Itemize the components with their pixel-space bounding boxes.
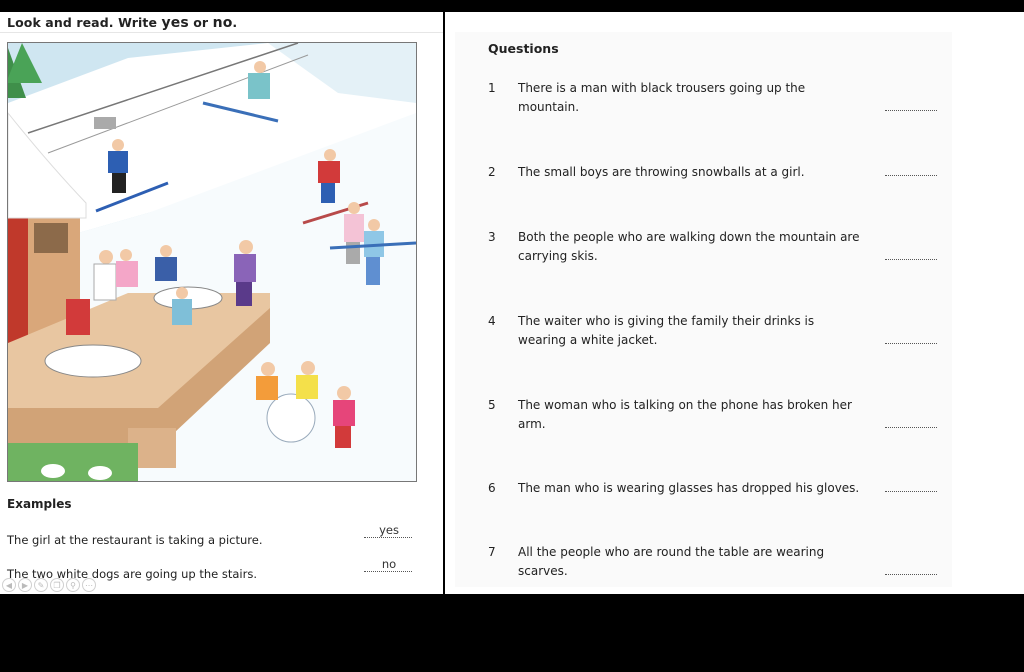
question-text: The woman who is talking on the phone has broken her arm. bbox=[518, 398, 852, 431]
chalet-window bbox=[34, 223, 68, 253]
more-icon[interactable]: ⋯ bbox=[82, 578, 96, 592]
ski-resort-illustration bbox=[7, 42, 417, 482]
zoom-icon[interactable]: ⚲ bbox=[66, 578, 80, 592]
snowball bbox=[267, 394, 315, 442]
instructions-end: . bbox=[232, 15, 238, 30]
question-number: 2 bbox=[488, 165, 496, 179]
answer-field[interactable] bbox=[885, 427, 937, 428]
lift-pulley bbox=[94, 117, 116, 129]
answer-line bbox=[364, 571, 412, 572]
grass bbox=[8, 443, 138, 481]
left-page bbox=[0, 12, 443, 594]
examples-title: Examples bbox=[7, 497, 72, 511]
question-number: 5 bbox=[488, 398, 496, 412]
answer-field[interactable] bbox=[885, 343, 937, 344]
viewer-toolbar bbox=[2, 578, 96, 592]
example-text: The two white dogs are going up the stairs. bbox=[7, 567, 257, 581]
question-text: There is a man with black trousers going up the mountain. bbox=[518, 81, 806, 114]
instructions bbox=[7, 15, 237, 31]
chalet-door bbox=[8, 218, 28, 343]
pen-icon[interactable]: ✎ bbox=[34, 578, 48, 592]
question-text: Both the people who are walking down the mountain are carrying skis. bbox=[518, 230, 860, 263]
question-text: The man who is wearing glasses has dropped his gloves. bbox=[518, 481, 860, 495]
answer-field[interactable] bbox=[885, 259, 937, 260]
question-number: 1 bbox=[488, 81, 496, 95]
divider bbox=[0, 32, 443, 33]
instructions-or: or bbox=[188, 15, 213, 30]
question-number: 7 bbox=[488, 545, 496, 559]
example-answer: no bbox=[381, 557, 397, 571]
questions-title: Questions bbox=[488, 41, 559, 56]
question-text: All the people who are round the table are wearing scarves. bbox=[518, 545, 825, 578]
answer-field[interactable] bbox=[885, 175, 937, 176]
table-front bbox=[45, 345, 141, 377]
copy-icon[interactable]: ❐ bbox=[50, 578, 64, 592]
question-number: 4 bbox=[488, 314, 496, 328]
play-icon[interactable]: ▶ bbox=[18, 578, 32, 592]
answer-field[interactable] bbox=[885, 574, 937, 575]
question-number: 3 bbox=[488, 230, 496, 244]
answer-field[interactable] bbox=[885, 491, 937, 492]
scene-svg bbox=[8, 43, 416, 481]
example-text: The girl at the restaurant is taking a picture. bbox=[7, 533, 263, 547]
question-text: The waiter who is giving the family their drinks is wearing a white jacket. bbox=[518, 314, 815, 347]
answer-line bbox=[364, 537, 412, 538]
instructions-text: Look and read. Write bbox=[7, 15, 162, 30]
dog-2 bbox=[88, 466, 112, 480]
question-number: 6 bbox=[488, 481, 496, 495]
instructions-no: no bbox=[212, 15, 233, 31]
instructions-yes: yes bbox=[161, 15, 189, 31]
dog-1 bbox=[41, 464, 65, 478]
answer-field[interactable] bbox=[885, 110, 937, 111]
prev-icon[interactable]: ◀ bbox=[2, 578, 16, 592]
example-answer: yes bbox=[379, 523, 399, 537]
right-page bbox=[445, 12, 1024, 594]
question-text: The small boys are throwing snowballs at a girl. bbox=[518, 165, 805, 179]
